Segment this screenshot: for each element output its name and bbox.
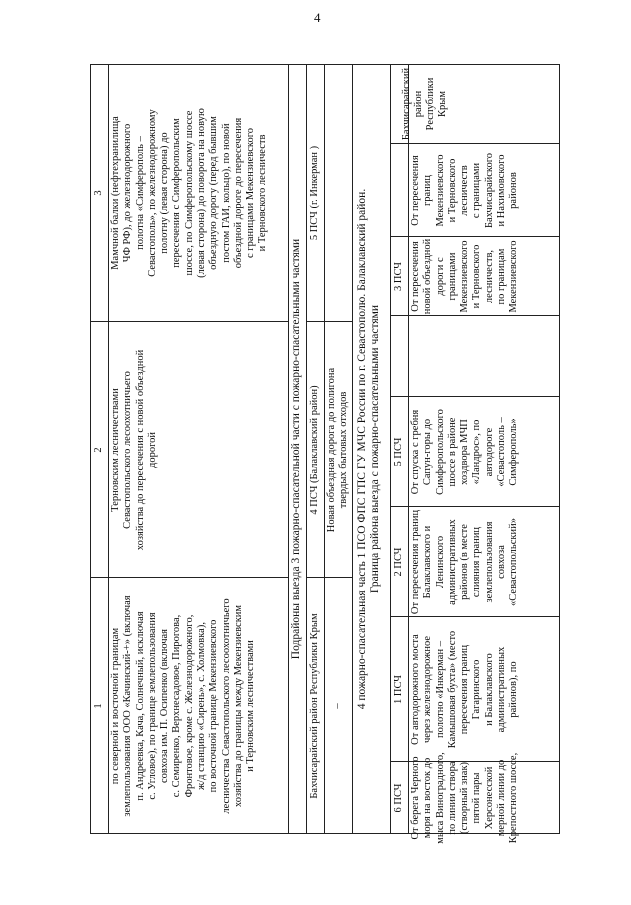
row1-col3-text (108, 64, 288, 322)
text-line: «Севастопольский» (508, 518, 520, 606)
text-line: Камышовая бухта» (место (446, 630, 458, 749)
unit-text-5psch (408, 397, 560, 507)
text-line: хозяйства до границы между Мекензиевским (232, 604, 244, 808)
text-line: Терновским лесничествами (110, 388, 121, 512)
unit-text-1psch (408, 617, 560, 762)
text-line: Балаклавского и (422, 525, 434, 599)
text-line: районов), по (508, 661, 520, 718)
text-line: с границами (471, 162, 483, 219)
text-line: лесничеств (459, 165, 471, 216)
text-line: Симферополь» (508, 418, 520, 486)
text-line: слияния границ (471, 526, 483, 598)
text-line: и Нахимовского (495, 154, 507, 227)
text-line: Севастополь», по железнодорожному (146, 109, 158, 277)
text-line: От пересечения границ (410, 509, 421, 615)
column-number-3: 3 (92, 190, 104, 196)
text-line: хоздвора МЧП (459, 419, 471, 485)
subarea-unit-5psch: 5 ПСЧ (г. Инкерман ) (308, 145, 320, 241)
unit-header-1psch: 1 ПСЧ (392, 674, 404, 705)
text-line: дороги с (434, 257, 446, 296)
text-line: Симферопольского (434, 409, 446, 495)
unit-text-2psch (408, 507, 560, 617)
text-line: объездную дорогу (перед бывшим (208, 116, 220, 270)
text-line: районов (508, 172, 520, 209)
text-line: землепользования (483, 521, 495, 603)
page-number: 4 (314, 10, 321, 25)
text-line: твердых бытовых отходов (338, 391, 349, 509)
text-line: новой объездной (422, 238, 434, 315)
text-line: и Терновского (446, 158, 458, 223)
text-line: п. Андреевка, Кача, Солнечный, исключая (134, 611, 146, 801)
text-line: От автодорожного моста (410, 634, 421, 745)
text-line: и Терновского лесничеств (257, 134, 269, 252)
text-line: административных (495, 646, 507, 733)
text-line: объездной дороге до пересечения (232, 117, 244, 269)
text-line: постом ГАИ, кольцо), по новой (220, 123, 232, 263)
text-line: и Терновским лесничествами (245, 640, 257, 772)
text-line: Бахчисарайского (483, 152, 495, 229)
text-line: Сапун-горы до (422, 418, 434, 486)
text-line: Мекензиевского (434, 154, 446, 227)
text-line: по линии створа (446, 761, 458, 835)
subarea-unit-4psch: 4 ПСЧ (Балаклавский район) (308, 385, 320, 515)
text-line: лесничества Севастопольского лесоохотничьего (220, 598, 232, 814)
text-line: От спуска с гребня (410, 409, 421, 495)
unit-header-5psch: 5 ПСЧ (392, 437, 404, 467)
text-line: (левая сторона) до поворота на новую (195, 108, 207, 278)
column-number-1: 1 (92, 703, 104, 709)
text-line: полотна «Симферополь – (134, 136, 146, 250)
text-line: полотно «Инкерман – (434, 641, 446, 738)
section-header-line-1: 4 пожарно-спасательная часть 1 ПСО ФПС ГПС ГУ МЧС России по г. Севастополю. Балаклавский район. (356, 188, 368, 710)
subarea-dash: – (331, 703, 343, 709)
text-line: полотну (левая сторона) до (159, 132, 171, 254)
text-line: ЧФ РФ), до железнодорожного (122, 123, 134, 263)
row1-col1-text (108, 578, 288, 834)
text-line: районов (в месте (459, 524, 471, 600)
row1-col2-text (108, 322, 288, 578)
text-line: Ленинского (434, 535, 446, 589)
unit-text-6psch (408, 752, 560, 844)
text-line: хозяйства до пересечения с новой объездной (134, 349, 146, 551)
text-line: пересечения с Симферопольским (171, 118, 183, 268)
text-line: «Ландрос», по (471, 419, 483, 485)
text-line: моря на восток до (422, 757, 434, 839)
subarea-header: Подрайоны выезда 3 пожарно-спасательной части с пожарно-спасательными частями (290, 238, 302, 660)
text-line: по северной и восточной границам (110, 627, 121, 785)
rule-above-subarea-header (288, 64, 289, 834)
text-line: «Севастополь – (495, 417, 507, 487)
text-line: административных (446, 519, 458, 605)
section-header-line-2: Граница района выезда с пожарно-спасательными частями (369, 304, 382, 594)
text-line: с границами Мекензиевского (245, 128, 257, 258)
text-line: Фронтовое, кроме с. Железнодорожного, (183, 614, 195, 798)
text-line: (створный знак) (459, 761, 471, 835)
text-line: землепользования ООО «Качинский-+» (включая (122, 595, 134, 817)
unit-header-6psch: 6 ПСЧ (392, 783, 404, 813)
text-line: От пересечения (410, 155, 421, 226)
text-line: мыса Виноградного, (434, 752, 446, 844)
subarea-road (324, 322, 352, 578)
subarea-district: Бахчисарайский район Республики Крым (308, 613, 320, 799)
text-line: дорогой (146, 432, 158, 469)
text-line: Севастопольского лесоохотничьего (122, 371, 134, 529)
text-line: лесничеств, (483, 249, 495, 304)
text-line: Мамчной балки (нефтехранилища (110, 116, 121, 270)
text-line: совхоза им. П. Осипенко (включая (159, 629, 171, 783)
text-line: с. Угловое), по границе землепользования (146, 612, 158, 800)
column-number-2: 2 (92, 447, 104, 453)
text-line: Крепостного шоссе, (508, 752, 520, 844)
text-line: мерной линии до (495, 759, 507, 837)
unit-header-2psch: 2 ПСЧ (392, 547, 404, 577)
text-line: шоссе в районе (446, 417, 458, 487)
unit-header-3psch: 3 ПСЧ (392, 261, 404, 292)
text-line: с. Семиренко, Верхнесадовое, Пирогова, (171, 614, 183, 798)
text-line: по границам (495, 248, 507, 305)
section-header (356, 64, 382, 834)
unit-header-bakhchisaray: Бахчисарайский район Республики Крым (400, 67, 449, 141)
text-line: совхоза (495, 545, 507, 579)
rotated-table-sheet (90, 64, 560, 844)
text-line: шоссе, по Симферопольскому шоссе (183, 110, 195, 276)
unit-text-bakhchisaray (408, 144, 560, 237)
text-line: Мекензиевского (459, 240, 471, 313)
text-line: через железнодорожное (422, 636, 434, 744)
text-line: автодороге (483, 427, 495, 477)
text-line: От пересечения (410, 241, 421, 312)
text-line: и Балаклавского (483, 653, 495, 726)
text-line: Мекензиевского (508, 240, 520, 313)
text-line: пятой пары (471, 772, 483, 824)
rule-above-section-header (352, 64, 353, 834)
text-line: От берега Черного (410, 756, 421, 840)
unit-text-3psch (408, 237, 560, 316)
text-line: Херсонесской (483, 766, 495, 830)
text-line: границами (446, 252, 458, 301)
text-line: Гагаринского (471, 659, 483, 720)
text-line: по восточной границе Мекензиевского (208, 619, 220, 793)
text-line: Новая объездная дорога до полигона (325, 367, 337, 533)
text-line: границ (422, 174, 434, 207)
text-line: ж/д станцию «Сирень», с. Холмовка), (195, 622, 207, 790)
text-line: и Терновского (471, 244, 483, 309)
text-line: пересечения границ (459, 644, 471, 735)
